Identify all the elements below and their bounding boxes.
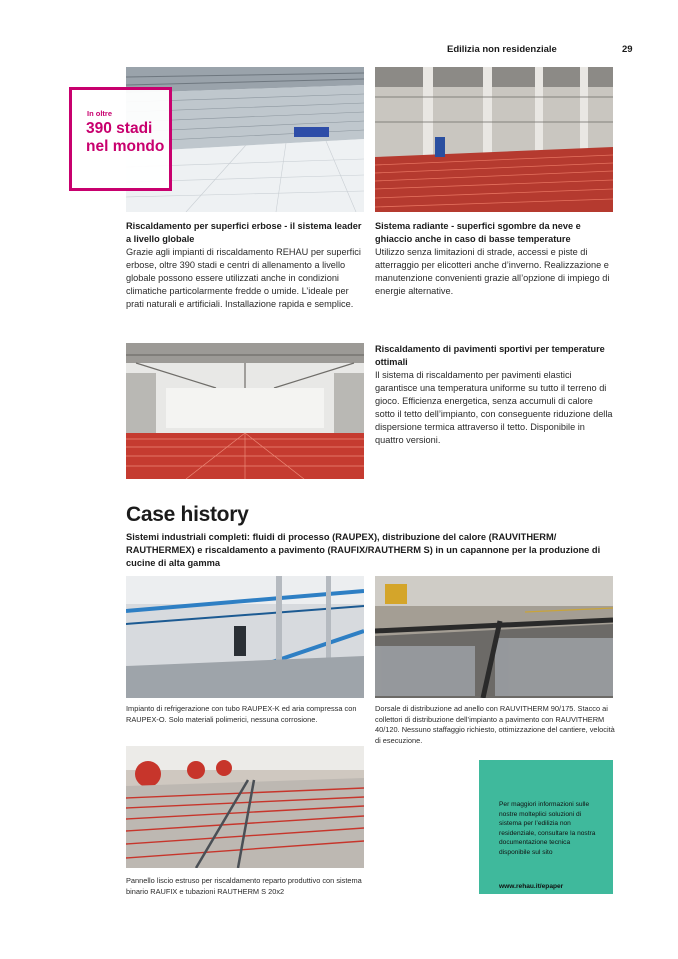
snow-melting-title: Sistema radiante - superfici sgombre da neve e ghiaccio anche in caso di basse temperature [375, 221, 581, 244]
grass-heating-block [126, 220, 366, 311]
sports-floor-text: Il sistema di riscaldamento per pavimenti elastici garantisce una temperatura uniforme su tutto il terreno di gioco. Efficienza energetica, senza accumuli di calore sotto il tetto dell’impianto, con conseguente riduzione della dispersione termica attraverso il tetto. Disponibile in quattro versioni. [375, 370, 613, 445]
caption-refrigeration: Impianto di refrigerazione con tubo RAUPEX-K ed aria compressa con RAUPEX-O. Solo materiali polimerici, nessuna corrosione. [126, 704, 357, 724]
badge-line-2: nel mondo [86, 138, 165, 155]
grass-heating-title: Riscaldamento per superfici erbose - il sistema leader a livello globale [126, 221, 362, 244]
epaper-link[interactable]: www.rehau.it/epaper [499, 883, 564, 890]
badge-line-1: 390 stadi [86, 120, 153, 137]
case-history-title: Case history [126, 503, 249, 526]
snow-melting-text: Utilizzo senza limitazioni di strade, accessi e piste di atterraggio per elicotteri anche d’inverno. Realizzazione e manutenzione convenienti grazie all’opzione di impiego di energie alternative. [375, 247, 610, 296]
caption-floor-heating: Pannello liscio estruso per riscaldamento reparto produttivo con sistema binario RAUFIX e tubazioni RAUTHERM S 20x2 [126, 876, 362, 896]
badge-small-text: In oltre [87, 109, 113, 118]
snow-melting-block [375, 220, 615, 298]
radiant-system-photo [375, 67, 613, 212]
page-number: 29 [622, 44, 633, 55]
floor-heating-panels-photo [126, 746, 364, 868]
section-title: Edilizia non residenziale [447, 44, 557, 55]
sports-hall-photo [126, 343, 364, 479]
distribution-ring-photo [375, 576, 613, 698]
grass-heating-text: Grazie agli impianti di riscaldamento REHAU per superfici erbose, oltre 390 stadi e centri di allenamento a livello globale possono essere utilizzati anche in condizioni climatiche particolarmente fredde o umide. L’ideale per prati naturali e artificiali. Installazione rapida e semplice. [126, 247, 361, 309]
badge-big-text [86, 120, 164, 156]
stadium-count-badge [69, 87, 172, 191]
case-history-subtitle: Sistemi industriali completi: fluidi di processo (RAUPEX), distribuzione del calore (RAUVITHERM/ RAUTHERMEX) e riscaldamento a pavimento (RAUFIX/RAUTHERM S) in un capannone per la produzione di cucine di alta gamma [126, 532, 601, 568]
sports-floor-title: Riscaldamento di pavimenti sportivi per temperature ottimali [375, 344, 605, 367]
refrigeration-pipes-photo [126, 576, 364, 698]
more-info-box [479, 760, 613, 894]
sports-floor-block [375, 343, 615, 447]
more-info-text: Per maggiori informazioni sulle nostre molteplici soluzioni di sistema per l’edilizia non residenziale, consultare la nostra documentazione tecnica disponibile sul sito [499, 801, 596, 856]
caption-distribution: Dorsale di distribuzione ad anello con RAUVITHERM 90/175. Stacco ai collettori di distribuzione dell’impianto a pavimento con RAUVITHERM 40/120. Nessuno staffaggio richiesto, ottimizzazione del cantiere, velocità di esecuzione. [375, 704, 615, 745]
